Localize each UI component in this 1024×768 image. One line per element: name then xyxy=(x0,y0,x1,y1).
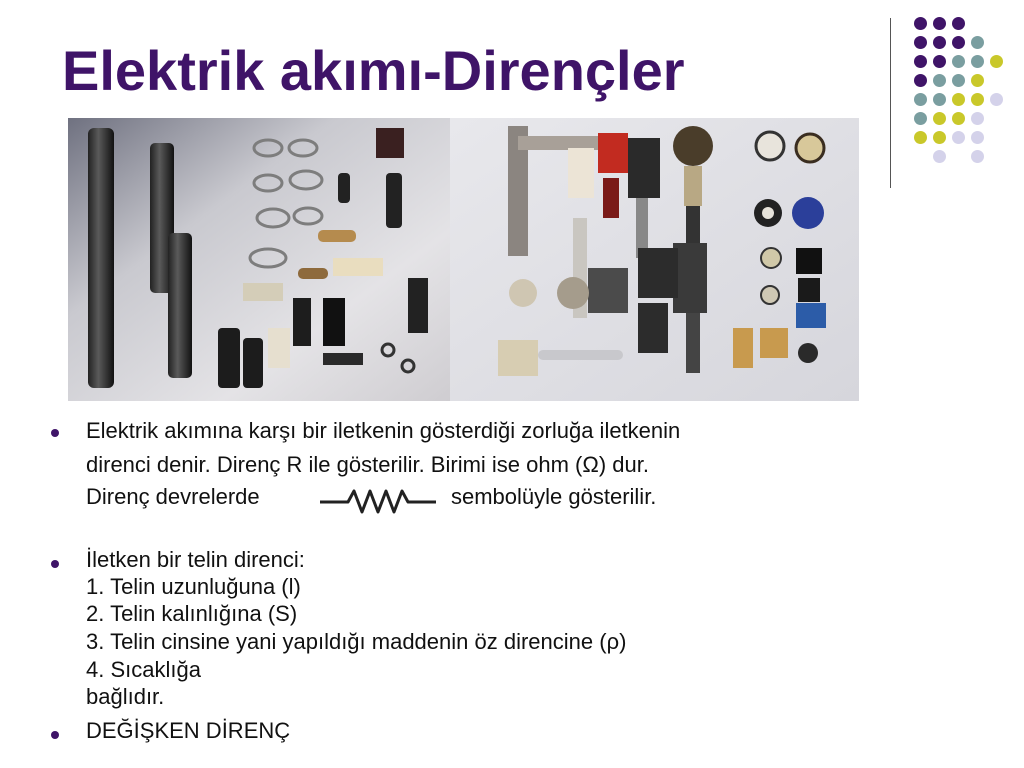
bullet-marker xyxy=(51,731,59,739)
bullet-2-line-3: 2. Telin kalınlığına (S) xyxy=(86,601,298,626)
bullet-2-line-1: İletken bir telin direnci: xyxy=(86,547,305,572)
slide-title: Elektrik akımı-Dirençler xyxy=(62,39,685,102)
bullet-1-line-1: Elektrik akımına karşı bir iletkenin gösterdiği zorluğa iletkenin xyxy=(86,418,681,443)
resistor-symbol xyxy=(318,482,438,518)
bullet-2-line-4: 3. Telin cinsine yani yapıldığı maddenin öz direncine (ρ) xyxy=(86,629,627,654)
bullet-1-line-2: direnci denir. Direnç R ile gösterilir. Birimi ise ohm (Ω) dur. xyxy=(86,452,649,477)
bullet-1-line-4: sembolüyle gösterilir. xyxy=(451,484,657,509)
bullet-3-line-1: DEĞİŞKEN DİRENÇ xyxy=(86,718,291,743)
bullet-2-line-2: 1. Telin uzunluğuna (l) xyxy=(86,574,301,599)
bullet-marker xyxy=(51,429,59,437)
bullet-1-line-3: Direnç devrelerde xyxy=(86,484,260,509)
bullet-2-line-6: bağlıdır. xyxy=(86,684,165,709)
bullet-2-line-5: 4. Sıcaklığa xyxy=(86,657,201,682)
bullet-marker xyxy=(51,560,59,568)
